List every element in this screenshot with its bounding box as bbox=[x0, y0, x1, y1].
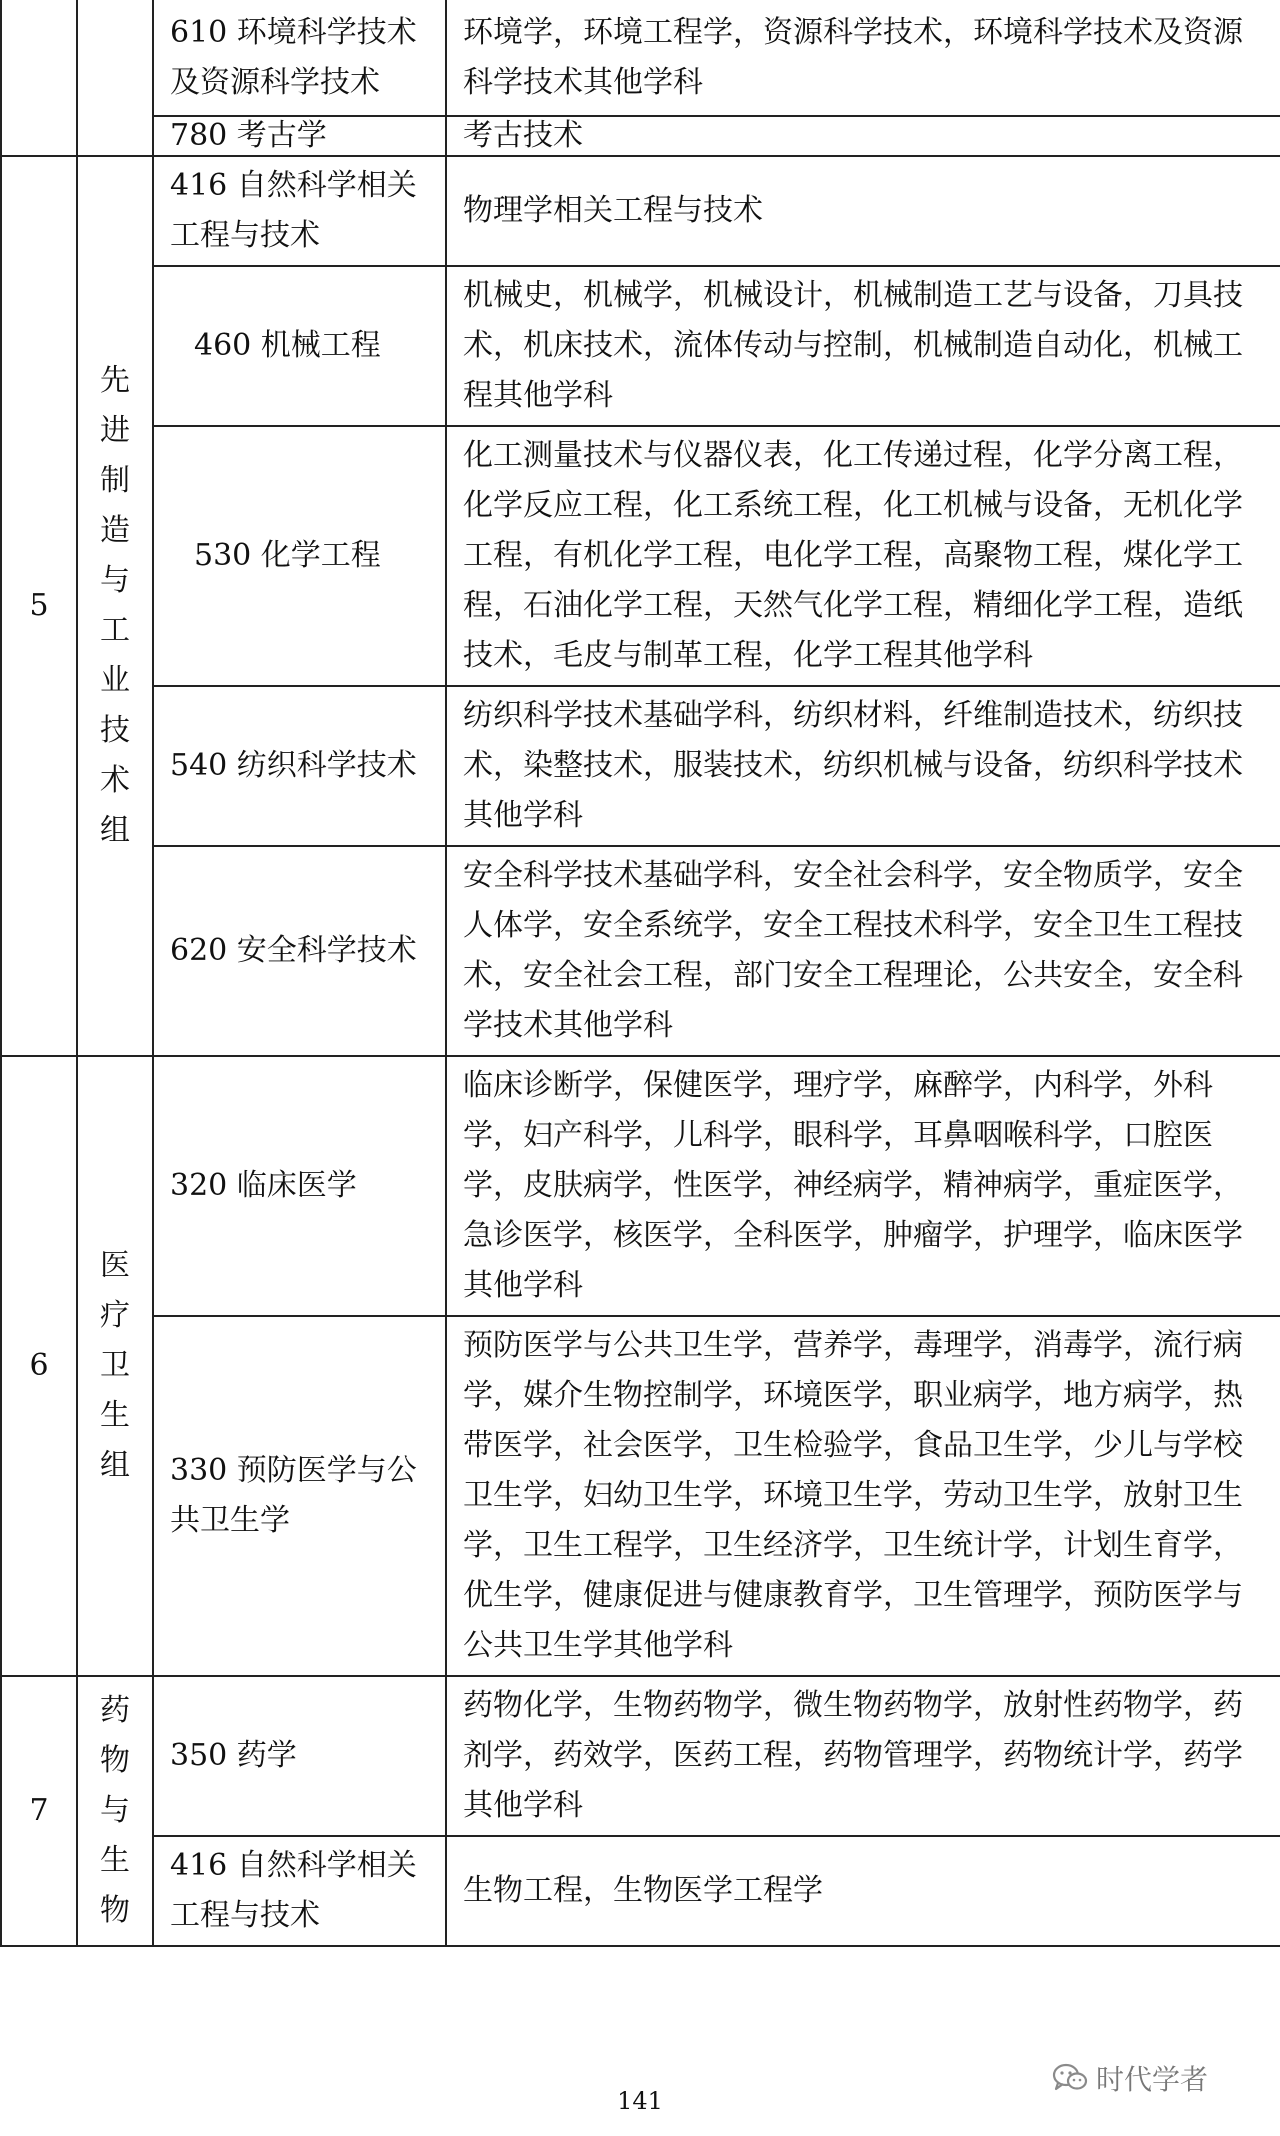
subject-cell: 330 预防医学与公共卫生学 bbox=[153, 1316, 446, 1676]
discipline-cell: 生物工程，生物医学工程学 bbox=[446, 1836, 1280, 1946]
group-name-cell bbox=[77, 156, 153, 1056]
group-name: 医疗卫生组 bbox=[100, 1248, 130, 1483]
discipline-cell: 考古技术 bbox=[446, 116, 1280, 156]
subject-cell: 620 安全科学技术 bbox=[153, 846, 446, 1056]
page-number: 141 bbox=[617, 2087, 663, 2115]
group-name: 药物与生物 bbox=[100, 1693, 130, 1928]
subject-cell: 540 纺织科学技术 bbox=[153, 686, 446, 846]
discipline-cell: 环境学，环境工程学，资源科学技术，环境科学技术及资源科学技术其他学科 bbox=[446, 0, 1280, 116]
table-row bbox=[1, 1836, 1280, 1946]
subject-cell: 610 环境科学技术及资源科学技术 bbox=[153, 0, 446, 116]
table-row bbox=[1, 1676, 1280, 1836]
discipline-cell: 预防医学与公共卫生学，营养学，毒理学，消毒学，流行病学，媒介生物控制学，环境医学，职业病学，地方病学，热带医学，社会医学，卫生检验学，食品卫生学，少儿与学校卫生学，妇幼卫生学，环境卫生学，劳动卫生学，放射卫生学，卫生工程学，卫生经济学，卫生统计学，计划生育学，优生学，健康促进与健康教育学，卫生管理学，预防医学与公共卫生学其他学科 bbox=[446, 1316, 1280, 1676]
discipline-cell: 机械史，机械学，机械设计，机械制造工艺与设备，刀具技术，机床技术，流体传动与控制，机械制造自动化，机械工程其他学科 bbox=[446, 266, 1280, 426]
subject-cell: 530 化学工程 bbox=[153, 426, 446, 686]
table-row bbox=[1, 156, 1280, 266]
subject-cell: 320 临床医学 bbox=[153, 1056, 446, 1316]
subject-cell: 350 药学 bbox=[153, 1676, 446, 1836]
group-name-cell bbox=[77, 1676, 153, 1946]
group-number-cell: 5 bbox=[1, 156, 77, 1056]
table-row bbox=[1, 116, 1280, 156]
table-row bbox=[1, 686, 1280, 846]
table-row bbox=[1, 1056, 1280, 1316]
table-row bbox=[1, 846, 1280, 1056]
group-number-cell bbox=[1, 0, 77, 156]
group-name: 先进制造与工业技术组 bbox=[100, 363, 130, 848]
table-row bbox=[1, 1316, 1280, 1676]
group-name-cell bbox=[77, 0, 153, 156]
subject-cell: 460 机械工程 bbox=[153, 266, 446, 426]
group-number-cell: 7 bbox=[1, 1676, 77, 1946]
discipline-cell: 化工测量技术与仪器仪表，化工传递过程，化学分离工程，化学反应工程，化工系统工程，化工机械与设备，无机化学工程，有机化学工程，电化学工程，高聚物工程，煤化学工程，石油化学工程，天然气化学工程，精细化学工程，造纸技术，毛皮与制革工程，化学工程其他学科 bbox=[446, 426, 1280, 686]
table-row bbox=[1, 0, 1280, 116]
group-number-cell: 6 bbox=[1, 1056, 77, 1676]
discipline-cell: 物理学相关工程与技术 bbox=[446, 156, 1280, 266]
subject-cell: 416 自然科学相关工程与技术 bbox=[153, 1836, 446, 1946]
table-row bbox=[1, 426, 1280, 686]
discipline-cell: 安全科学技术基础学科，安全社会科学，安全物质学，安全人体学，安全系统学，安全工程技术科学，安全卫生工程技术，安全社会工程，部门安全工程理论，公共安全，安全科学技术其他学科 bbox=[446, 846, 1280, 1056]
table-row bbox=[1, 266, 1280, 426]
subject-cell: 416 自然科学相关工程与技术 bbox=[153, 156, 446, 266]
discipline-cell: 药物化学，生物药物学，微生物药物学，放射性药物学，药剂学，药效学，医药工程，药物管理学，药物统计学，药学其他学科 bbox=[446, 1676, 1280, 1836]
discipline-cell: 纺织科学技术基础学科，纺织材料，纤维制造技术，纺织技术，染整技术，服装技术，纺织机械与设备，纺织科学技术其他学科 bbox=[446, 686, 1280, 846]
discipline-cell: 临床诊断学，保健医学，理疗学，麻醉学，内科学，外科学，妇产科学，儿科学，眼科学，耳鼻咽喉科学，口腔医学，皮肤病学，性医学，神经病学，精神病学，重症医学，急诊医学，核医学，全科医学，肿瘤学，护理学，临床医学其他学科 bbox=[446, 1056, 1280, 1316]
subject-cell: 780 考古学 bbox=[153, 116, 446, 156]
group-name-cell bbox=[77, 1056, 153, 1676]
watermark-label: 时代学者 bbox=[1096, 2063, 1209, 2096]
